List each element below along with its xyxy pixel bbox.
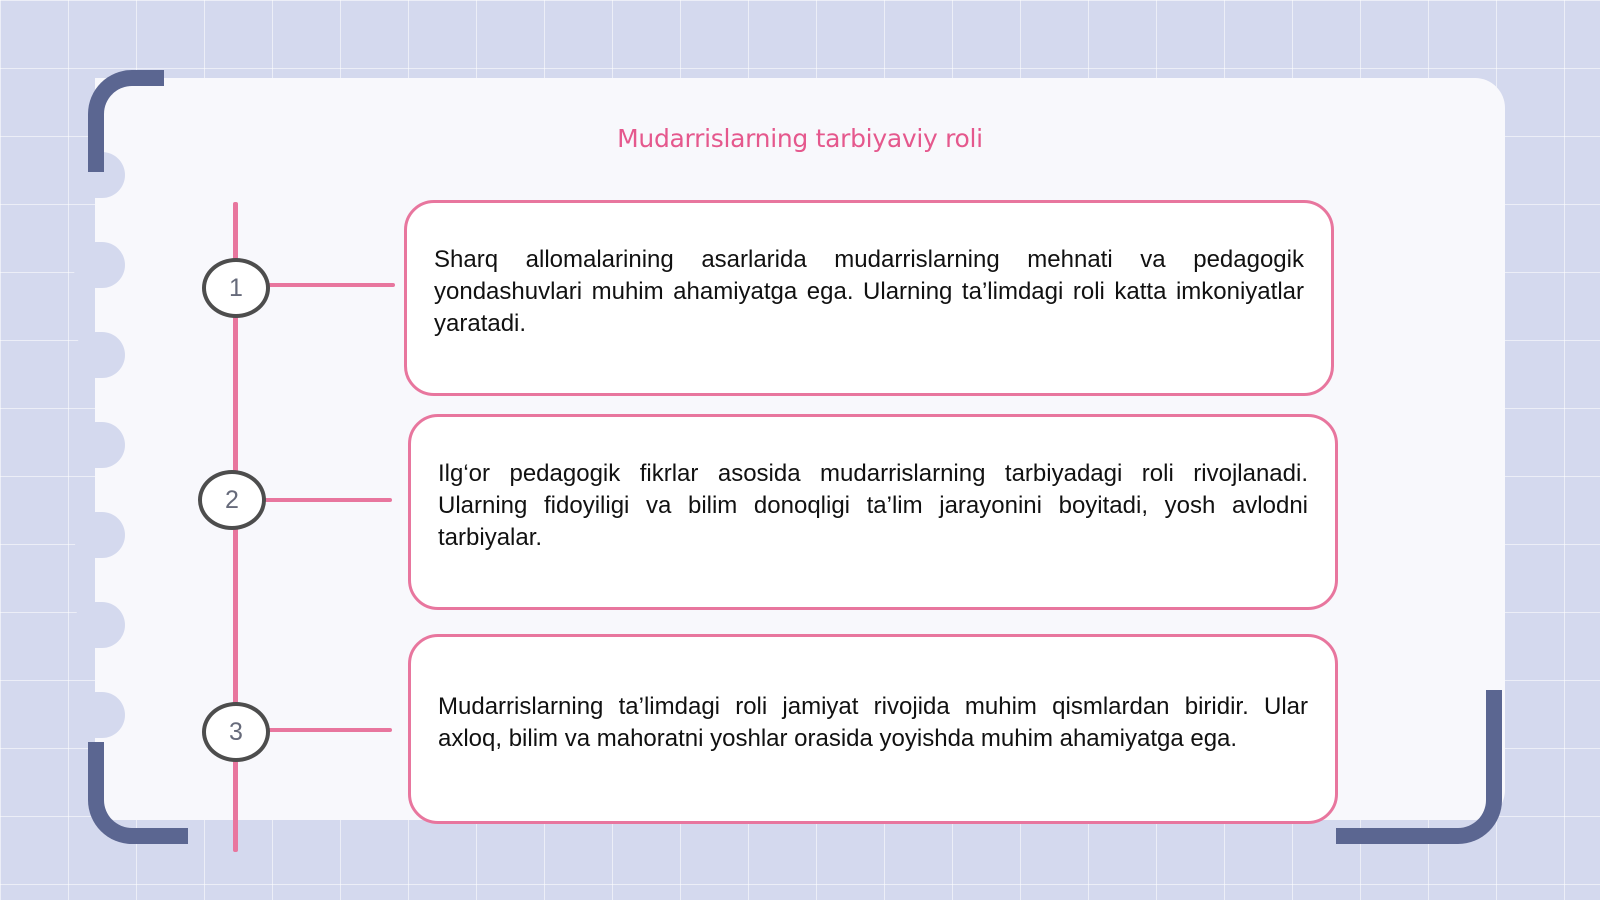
corner-bracket-bottom-left (88, 742, 188, 844)
timeline-item-text: Ilg‘or pedagogik fikrlar asosida mudarrislarning tarbiyadagi roli rivojlanadi. Ularning fidoyiligi va bilim donoqligi ta’lim jarayonini boyitadi, yosh avlodni tarbiyalar. (438, 460, 1308, 551)
slide-title: Mudarrislarning tarbiyaviy roli (617, 124, 983, 153)
timeline-item-text: Mudarrislarning ta’limdagi roli jamiyat rivojida muhim qismlardan biridir. Ular axloq, bilim va mahoratni yoshlar orasida yoyishda muhim ahamiyatga ega. (438, 693, 1308, 752)
corner-bracket-bottom-right (1336, 690, 1502, 844)
step-number-2: 2 (198, 470, 266, 530)
timeline-item-3 (408, 634, 1338, 824)
corner-bracket-top-left (88, 70, 164, 172)
step-number-3: 3 (202, 702, 270, 762)
notebook-notch (73, 422, 125, 468)
step-number-1: 1 (202, 258, 270, 318)
notebook-notch (73, 692, 125, 738)
timeline-connector (268, 728, 392, 732)
notebook-notch (73, 332, 125, 378)
timeline-item-1 (404, 200, 1334, 396)
timeline-connector (268, 283, 395, 287)
notebook-notch (73, 512, 125, 558)
notebook-notch (73, 242, 125, 288)
notebook-notch (73, 602, 125, 648)
timeline-connector (264, 498, 392, 502)
timeline-item-text: Sharq allomalarining asarlarida mudarrislarning mehnati va pedagogik yondashuvlari muhim ahamiyatga ega. Ularning ta’limdagi roli katta imkoniyatlar yaratadi. (434, 246, 1304, 337)
timeline-item-2 (408, 414, 1338, 610)
